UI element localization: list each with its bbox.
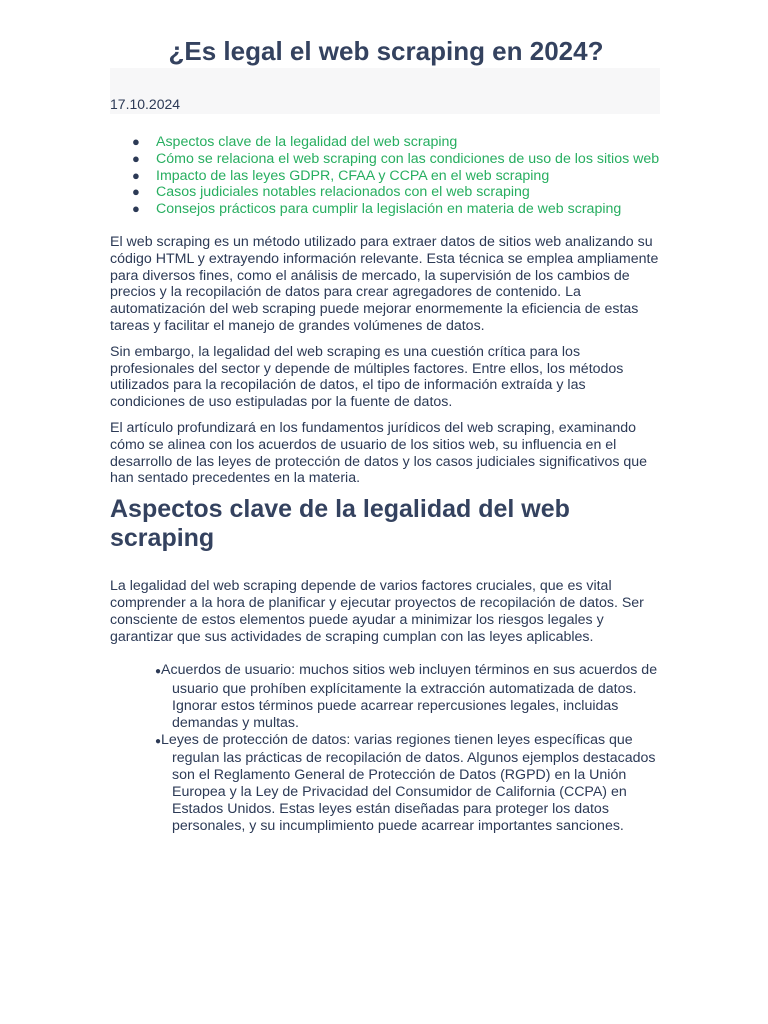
list-item xyxy=(148,662,662,731)
bullet-icon: ● xyxy=(132,167,140,183)
toc-item[interactable] xyxy=(132,184,662,201)
page-title: ¿Es legal el web scraping en 2024? xyxy=(168,36,604,66)
toc-link[interactable]: Casos judiciales notables relacionados con el web scraping xyxy=(156,184,530,201)
toc-link[interactable]: Consejos prácticos para cumplir la legislación en materia de web scraping xyxy=(156,201,622,218)
intro-paragraph: Sin embargo, la legalidad del web scraping es una cuestión crítica para los profesionales del sector y depende de múltiples factores. Entre ellos, los métodos utilizados para la recopilación de datos, el tipo de información extraída y las condiciones de uso estipuladas por la fuente de datos. xyxy=(110,343,624,411)
bullet-icon: ● xyxy=(155,666,162,678)
bullet-icon: ● xyxy=(155,735,162,747)
table-of-contents xyxy=(110,134,662,218)
toc-link[interactable]: Aspectos clave de la legalidad del web scraping xyxy=(156,134,458,150)
intro-paragraph: El artículo profundizará en los fundamentos jurídicos del web scraping, examinando cómo se alinea con los acuerdos de usuario de los sitios web, su influencia en el desarrollo de las leyes de protección de datos y los casos judiciales significativos que han sentado precedentes en la materia. xyxy=(110,419,648,487)
toc-item[interactable] xyxy=(132,201,662,218)
publish-date: 17.10.2024 xyxy=(110,96,181,112)
meta-band xyxy=(110,68,660,114)
toc-link[interactable]: Cómo se relaciona el web scraping con las condiciones de uso de los sitios web xyxy=(156,150,660,167)
toc-item[interactable] xyxy=(132,151,662,168)
bullet-list xyxy=(110,662,662,834)
list-item-text: Leyes de protección de datos: varias regiones tienen leyes específicas que regulan las prácticas de recopilación de datos. Algunos ejemplos destacados son el Reglamento General de Protección de Datos (RGPD) en la Unión Europea y la Ley de Privacidad del Consumidor de California (CCPA) en Estados Unidos. Estas leyes están diseñadas para proteger los datos personales, y su incumplimiento puede acarrear importantes sanciones. xyxy=(161,731,656,834)
intro-paragraph: El web scraping es un método utilizado para extraer datos de sitios web analizando su código HTML y extrayendo información relevante. Esta técnica se emplea ampliamente para diversos fines, como el análisis de mercado, la supervisión de los cambios de precios y la recopilación de datos para crear agregadores de contenido. La automatización del web scraping puede mejorar enormemente la eficiencia de estas tareas y facilitar el manejo de grandes volúmenes de datos. xyxy=(110,233,659,334)
section-paragraph: La legalidad del web scraping depende de varios factores cruciales, que es vital comprender a la hora de planificar y ejecutar proyectos de recopilación de datos. Ser consciente de estos elementos puede ayudar a minimizar los riesgos legales y garantizar que sus actividades de scraping cumplan con las leyes aplicables. xyxy=(110,578,644,645)
list-item xyxy=(148,732,662,835)
toc-item[interactable] xyxy=(132,168,662,185)
bullet-icon: ● xyxy=(132,184,140,200)
list-item-text: Acuerdos de usuario: muchos sitios web incluyen términos en sus acuerdos de usuario que prohíben explícitamente la extracción automatizada de datos. Ignorar estos términos puede acarrear repercusiones legales, incluidas demandas y multas. xyxy=(161,662,658,731)
toc-item[interactable] xyxy=(132,134,662,151)
toc-link[interactable]: Impacto de las leyes GDPR, CFAA y CCPA en el web scraping xyxy=(156,167,550,184)
bullet-icon: ● xyxy=(132,134,140,149)
bullet-icon: ● xyxy=(132,150,140,166)
bullet-icon: ● xyxy=(132,201,140,217)
article xyxy=(110,0,662,834)
section-heading: Aspectos clave de la legalidad del web scraping xyxy=(110,495,570,553)
